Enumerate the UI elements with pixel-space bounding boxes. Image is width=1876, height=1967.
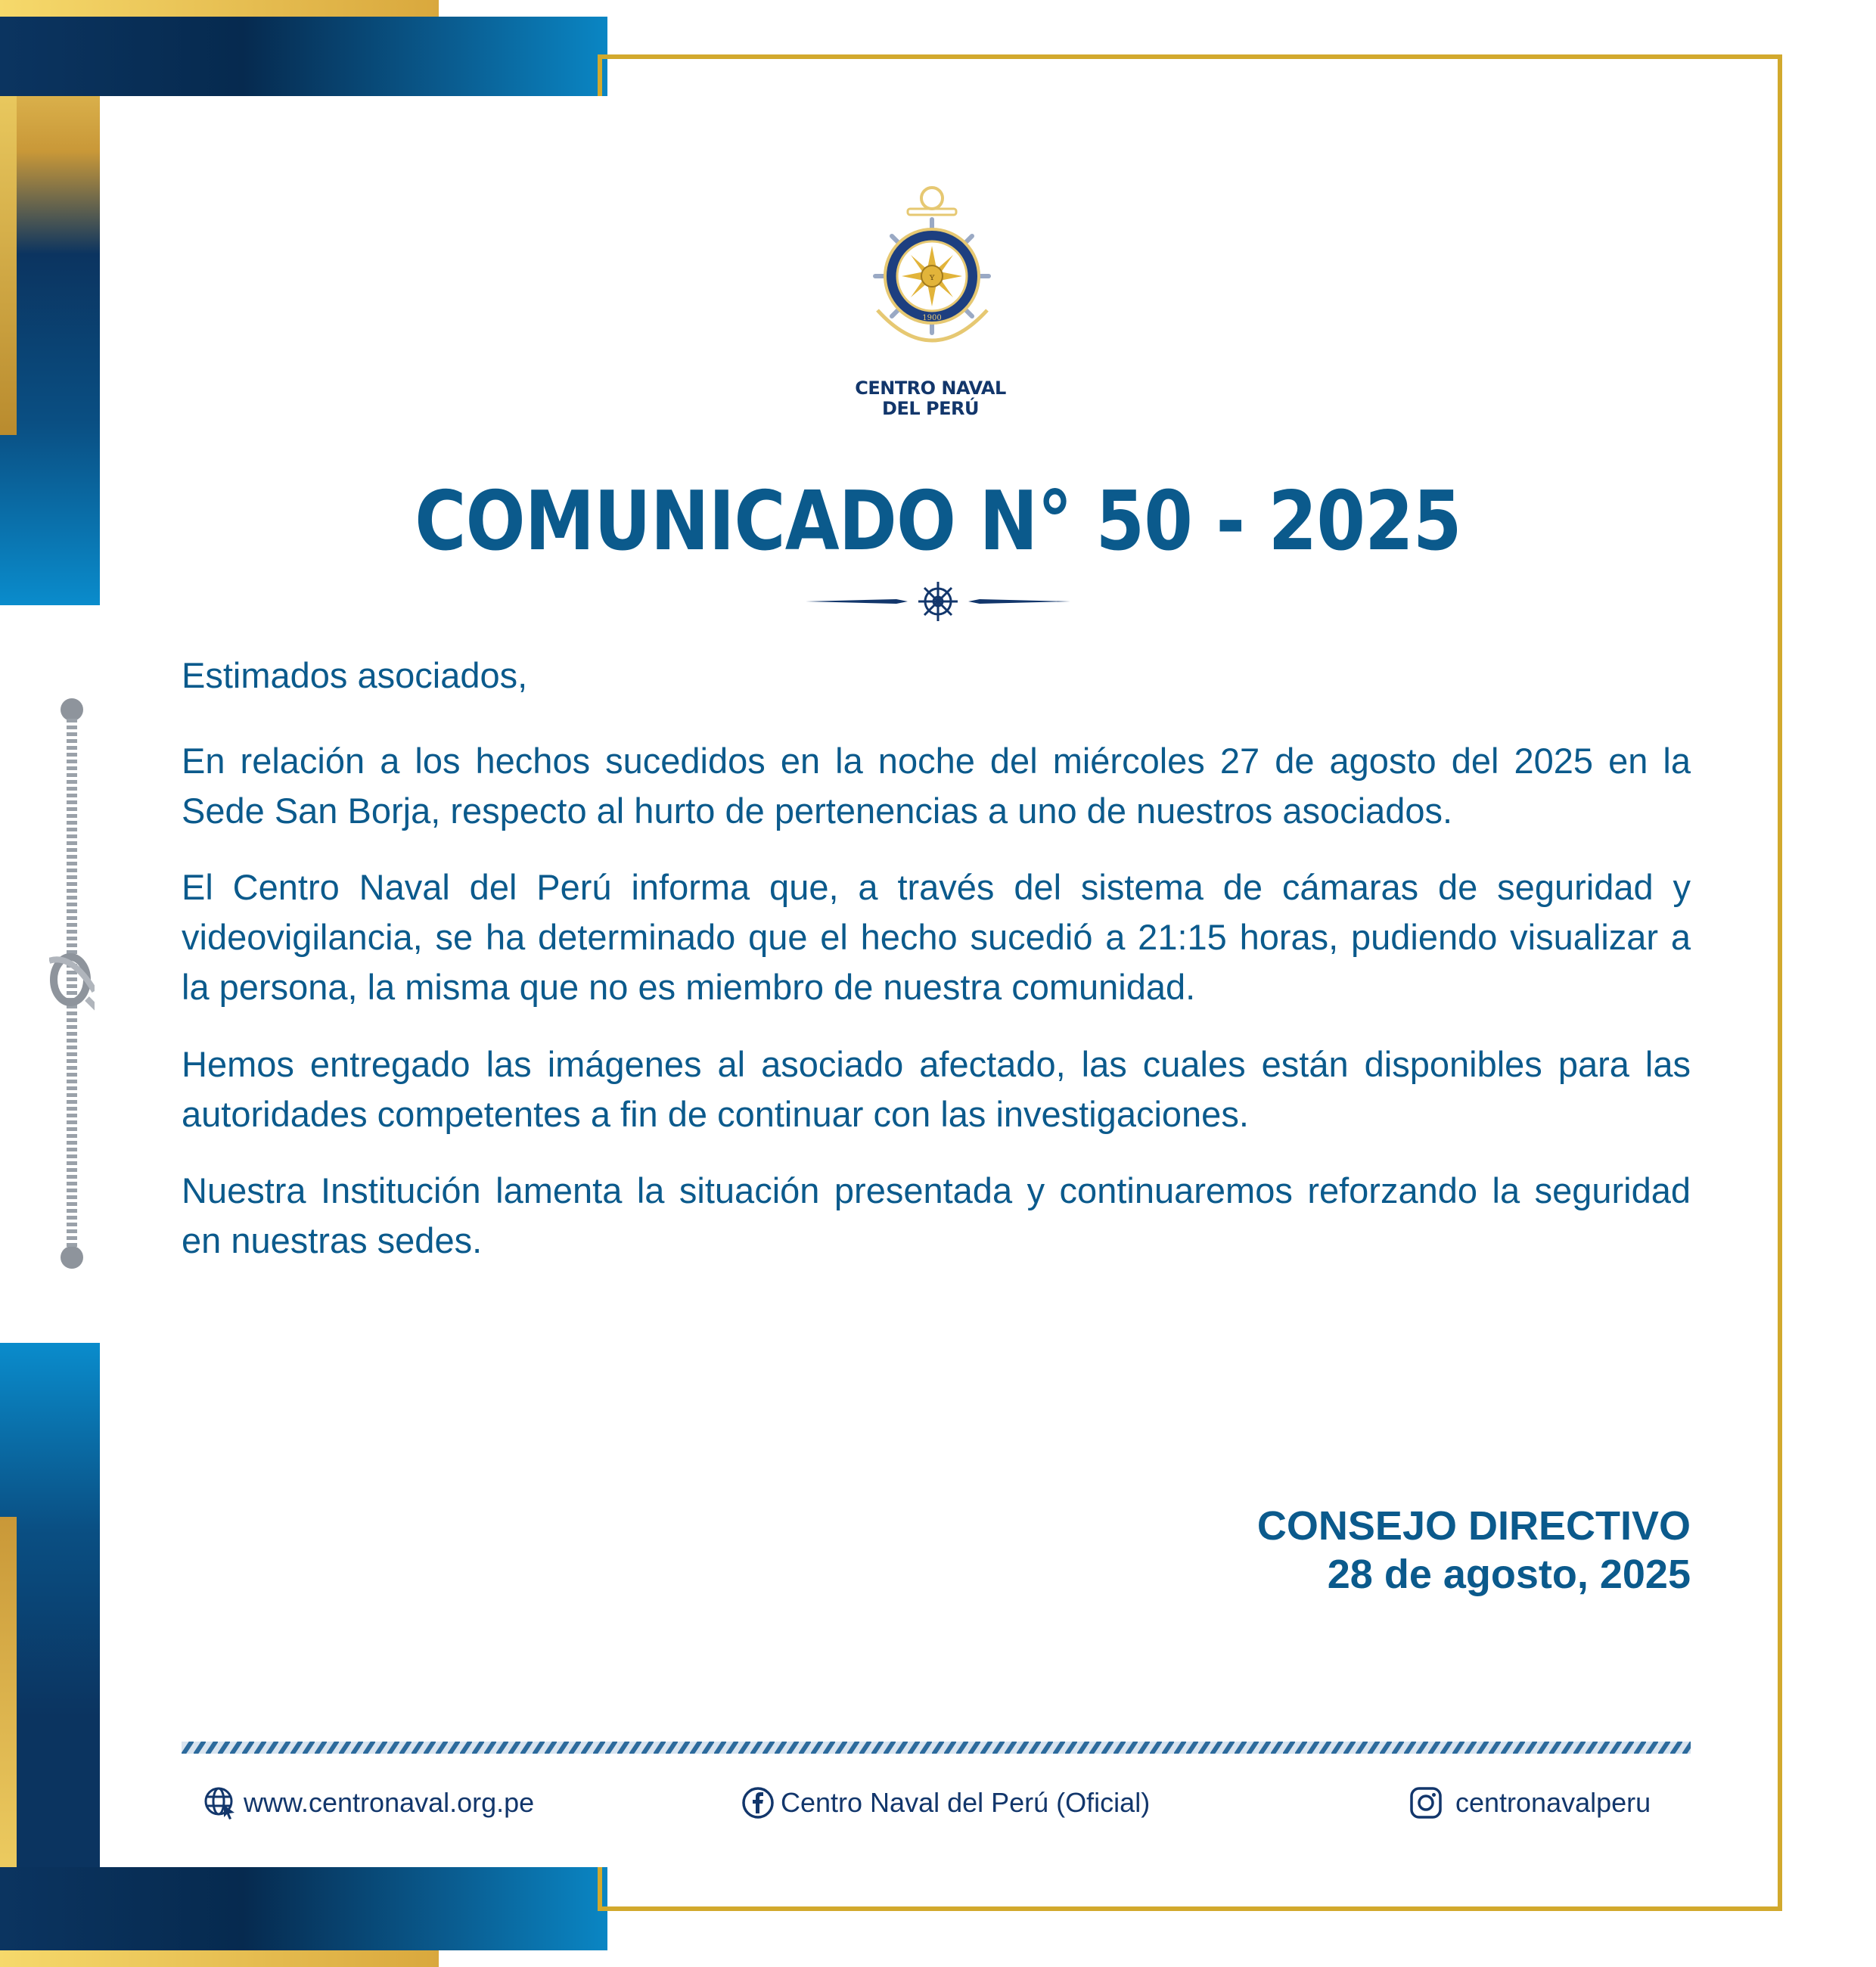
svg-text:1900: 1900 [922, 314, 942, 322]
paragraph-2: El Centro Naval del Perú informa que, a través del sistema de cámaras de seguridad y videovigilancia, se ha determinado que el hecho sucedió a 21:15 horas, pudiendo visualizar a la persona, la misma que no es miembro de nuestra comunidad. [182, 867, 1691, 1007]
svg-text:ʏ: ʏ [929, 272, 935, 282]
globe-icon [203, 1785, 238, 1820]
paragraph-4: Nuestra Institución lamenta la situación presentada y continuaremos reforzando la seguridad en nuestras sedes. [182, 1170, 1691, 1260]
instagram-icon [1409, 1785, 1443, 1820]
greeting: Estimados asociados, [182, 655, 528, 695]
paragraph-3: Hemos entregado las imágenes al asociado afectado, las cuales están disponibles para las autoridades competentes a fin de continuar con las investigaciones. [182, 1044, 1691, 1134]
facebook-icon [741, 1786, 775, 1819]
bottom-gold-band [0, 1950, 439, 1967]
brand-name-line2: DEL PERÚ [882, 398, 979, 419]
brand-name [817, 378, 1044, 419]
top-navy-band [0, 17, 607, 96]
page-title: COMUNICADO N° 50 - 2025 [415, 474, 1461, 569]
footer-website[interactable] [203, 1782, 534, 1824]
footer-facebook[interactable] [741, 1782, 1150, 1824]
signature-date: 28 de agosto, 2025 [1327, 1552, 1691, 1597]
instagram-link[interactable]: centronavalperu [1455, 1787, 1651, 1818]
website-link[interactable]: www.centronaval.org.pe [244, 1787, 535, 1818]
bottom-navy-band [0, 1867, 607, 1950]
brand-name-line1: CENTRO NAVAL [855, 378, 1006, 399]
signature-org: CONSEJO DIRECTIVO [1256, 1503, 1691, 1549]
facebook-link[interactable]: Centro Naval del Perú (Oficial) [781, 1787, 1151, 1818]
ship-wheel-icon [806, 579, 1070, 624]
ship-wheel-anchor-sun-emblem-icon [855, 182, 1010, 359]
top-gold-band [0, 0, 439, 17]
rope-divider [182, 1739, 1691, 1757]
rope-knot-decoration [49, 696, 95, 1271]
paragraph-1: En relación a los hechos sucedidos en la noche del miércoles 27 de agosto del 2025 en la Sede San Borja, respecto al hurto de pertenencias a uno de nuestros asociados. [182, 741, 1691, 831]
footer-instagram[interactable] [1409, 1782, 1651, 1824]
letter-body [182, 651, 1691, 701]
signature-block [1135, 1502, 1691, 1599]
